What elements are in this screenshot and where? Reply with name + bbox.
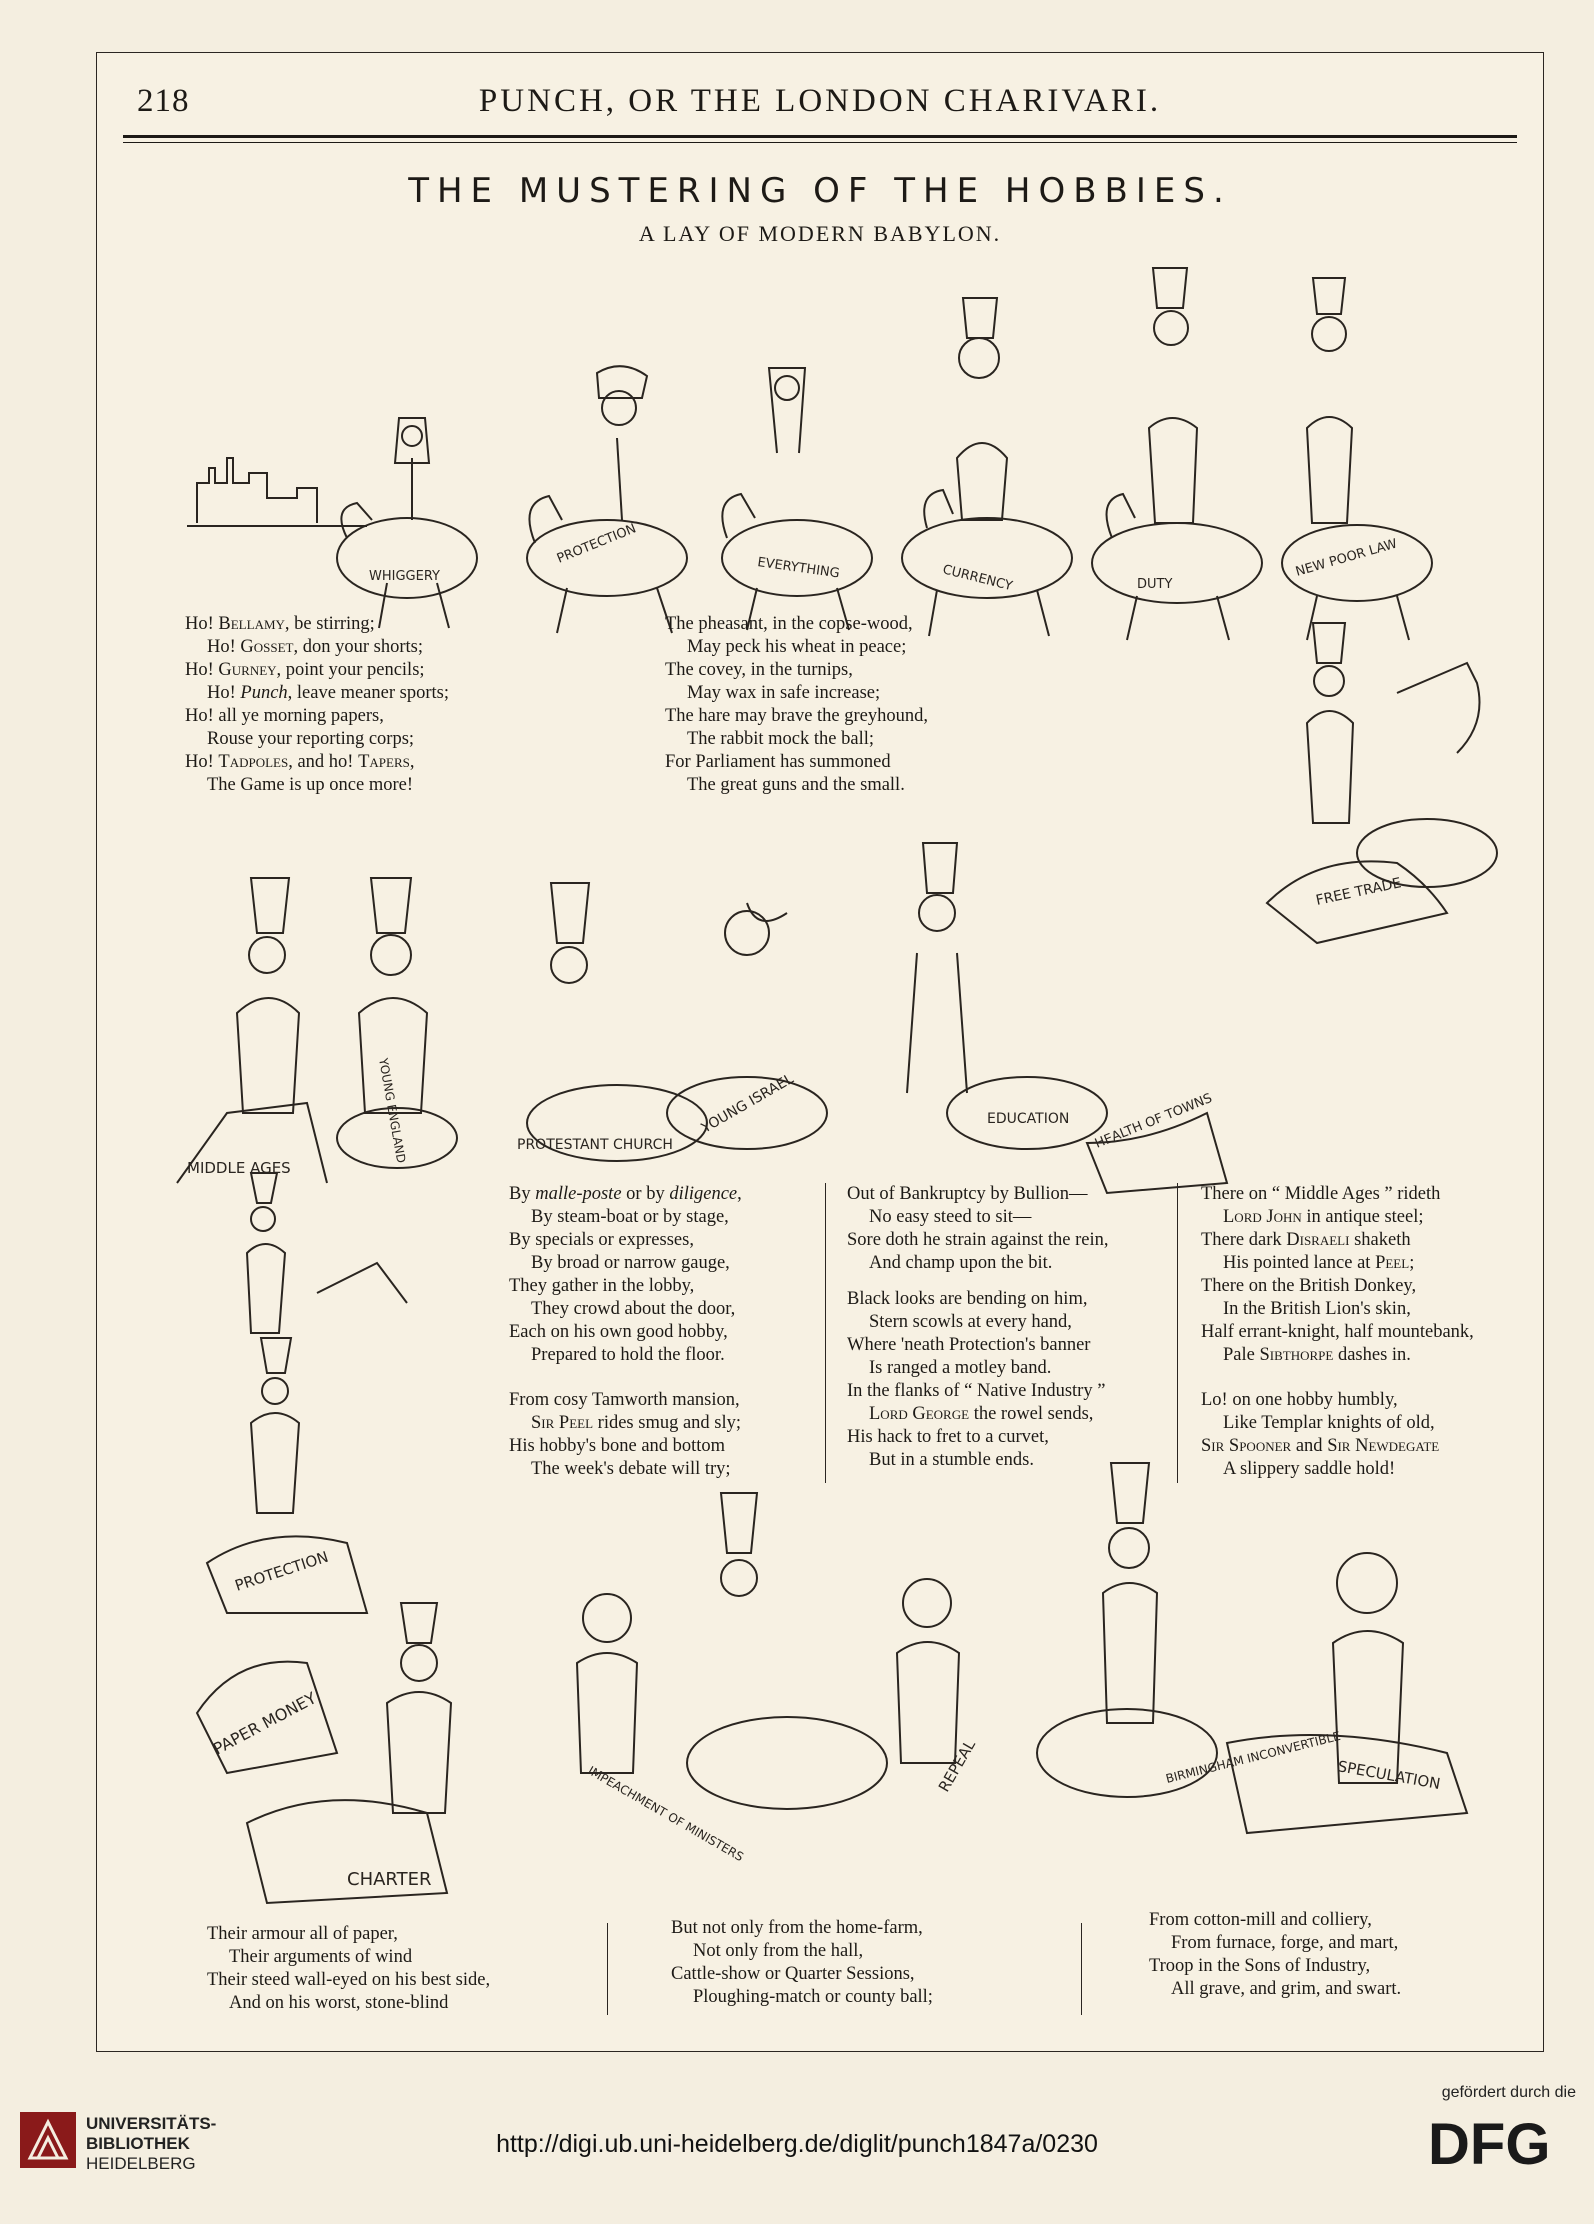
verse-text: The rabbit mock the ball; [687, 729, 874, 749]
verse-line [509, 1298, 742, 1321]
verse-text: And champ upon the bit. [869, 1253, 1053, 1273]
verse-line [1201, 1389, 1439, 1412]
proper-name: Sir Peel [531, 1413, 594, 1433]
funded-by-text: gefördert durch die [1441, 2084, 1576, 2101]
verse-line [509, 1389, 741, 1412]
label-young-england: YOUNG ENGLAND [376, 1057, 409, 1165]
verse-line [847, 1357, 1105, 1380]
verse-line [1201, 1206, 1474, 1229]
verse-text: A slippery saddle hold! [1223, 1459, 1396, 1479]
verse-line [509, 1344, 742, 1367]
verse-line [847, 1206, 1109, 1229]
verse-text: In the flanks of “ Native Industry ” [847, 1381, 1106, 1401]
verse-text: Is ranged a motley band. [869, 1358, 1052, 1378]
verse-text: Ho! [185, 614, 219, 634]
verse-line [1149, 1909, 1401, 1932]
verse-line [847, 1288, 1105, 1311]
verse-text: dashes in. [1333, 1345, 1411, 1365]
label-whiggery: WHIGGERY [369, 569, 440, 584]
column-rule [607, 1923, 608, 2015]
verse-text: All grave, and grim, and swart. [1171, 1979, 1402, 1999]
verse-text: Like Templar knights of old, [1223, 1413, 1435, 1433]
label-new-poor-law: NEW POOR LAW [1293, 536, 1400, 580]
verse-text: No easy steed to sit— [869, 1207, 1032, 1227]
verse-text: , point your pencils; [276, 660, 425, 680]
verse-line [1201, 1412, 1439, 1435]
verse-text: Ho! all ye morning papers, [185, 706, 384, 726]
verse-line [671, 1963, 933, 1986]
proper-name: Gosset [240, 637, 294, 657]
poem-subtitle: A LAY OF MODERN BABYLON. [638, 221, 1002, 246]
proper-name: Lord George [869, 1404, 970, 1424]
verse-text: And on his worst, stone-blind [229, 1993, 449, 2013]
verse-text: or by [621, 1184, 670, 1204]
verse-line [207, 1946, 490, 1969]
verse-line [185, 613, 449, 636]
header-rule-thick [123, 135, 1517, 138]
verse-text: There dark [1201, 1230, 1287, 1250]
verse-line [509, 1206, 742, 1229]
proper-name: Bellamy [218, 614, 285, 634]
proper-name: Tapers [358, 752, 410, 772]
verse-line [665, 751, 928, 774]
verse-line [509, 1252, 742, 1275]
verse-text: They crowd about the door, [531, 1299, 736, 1319]
verse-text: , and ho! [288, 752, 359, 772]
verse-line [1149, 1955, 1401, 1978]
verse-line [847, 1334, 1105, 1357]
proper-name: Lord John [1223, 1207, 1302, 1227]
journal-title: PUNCH, OR THE LONDON CHARIVARI. [478, 83, 1162, 119]
verse-line [665, 705, 928, 728]
verse-text: In the British Lion's skin, [1223, 1299, 1411, 1319]
column-rule [825, 1183, 826, 1483]
dfg-logo-text: DFG [1428, 2112, 1551, 2174]
italic-text: diligence [669, 1184, 738, 1204]
verse-text: Ho! [207, 683, 241, 703]
verse-line [1201, 1229, 1474, 1252]
italic-text: Punch [240, 683, 288, 703]
column-rule [1081, 1923, 1082, 2015]
verse-line [665, 728, 928, 751]
verse-line [207, 1923, 490, 1946]
verse-text: Their arguments of wind [229, 1947, 413, 1967]
verse-text: Prepared to hold the floor. [531, 1345, 725, 1365]
verse-text: Troop in the Sons of Industry, [1149, 1956, 1371, 1976]
verse-text: Out of Bankruptcy by Bullion— [847, 1184, 1088, 1204]
verse-line [185, 751, 449, 774]
proper-name: Peel [1375, 1253, 1410, 1273]
verse-line [185, 705, 449, 728]
verse-text: Where 'neath Protection's banner [847, 1335, 1091, 1355]
verse-line [1201, 1435, 1439, 1458]
verse-text: Ho! [207, 637, 241, 657]
verse-line [847, 1403, 1105, 1426]
verse-text: rides smug and sly; [593, 1413, 742, 1433]
verse-line [847, 1380, 1105, 1403]
label-repeal: REPEAL [934, 1736, 979, 1795]
verse-text: From cotton-mill and colliery, [1149, 1910, 1372, 1930]
label-impeachment-of-ministers: IMPEACHMENT OF MINISTERS [585, 1763, 746, 1865]
stanza [671, 1917, 933, 2009]
verse-text: in antique steel; [1301, 1207, 1424, 1227]
verse-text: Black looks are bending on him, [847, 1289, 1088, 1309]
verse-line [1201, 1252, 1474, 1275]
proper-name: Sir Newdegate [1327, 1436, 1440, 1456]
label-everything: EVERYTHING [756, 555, 841, 582]
verse-line [185, 659, 449, 682]
verse-text: , [737, 1184, 742, 1204]
stanza [847, 1288, 1105, 1472]
proper-name: Tadpoles [218, 752, 289, 772]
verse-text: His hack to fret to a curvet, [847, 1427, 1049, 1447]
column-rule [1177, 1183, 1178, 1483]
verse-line [509, 1229, 742, 1252]
verse-line [847, 1252, 1109, 1275]
stanza [185, 613, 449, 797]
verse-text: Sore doth he strain against the rein, [847, 1230, 1109, 1250]
verse-line [1149, 1932, 1401, 1955]
page-number: 218 [137, 83, 190, 119]
verse-line [207, 1969, 490, 1992]
label-free-trade: FREE TRADE [1314, 875, 1403, 909]
stanza [207, 1923, 490, 2015]
verse-line [185, 682, 449, 705]
verse-line [185, 728, 449, 751]
label-paper-money: PAPER MONEY [209, 1688, 320, 1759]
verse-text: Pale [1223, 1345, 1260, 1365]
verse-line [671, 1986, 933, 2009]
proper-name: Gurney [218, 660, 277, 680]
stanza [847, 1183, 1109, 1275]
verse-text: Half errant-knight, half mountebank, [1201, 1322, 1474, 1342]
label-protection-left: PROTECTION [232, 1547, 331, 1595]
verse-text: The week's debate will try; [531, 1459, 731, 1479]
digitization-footer [0, 2070, 1594, 2224]
stanza [509, 1183, 742, 1367]
verse-line [847, 1311, 1105, 1334]
free-trade-banner [1247, 813, 1477, 953]
source-url-link[interactable]: http://digi.ub.uni-heidelberg.de/diglit/punch1847a/0230 [496, 2130, 1098, 2158]
verse-line [509, 1321, 742, 1344]
verse-text: There on the British Donkey, [1201, 1276, 1417, 1296]
verse-line [509, 1183, 742, 1206]
proper-name: Disraeli [1286, 1230, 1350, 1250]
stanza [665, 613, 928, 797]
verse-text: The hare may brave the greyhound, [665, 706, 929, 726]
library-name-line: BIBLIOTHEK [86, 2134, 190, 2153]
label-charter: CHARTER [347, 1869, 432, 1890]
verse-text: May wax in safe increase; [687, 683, 881, 703]
stanza [1201, 1183, 1474, 1367]
verse-text: But not only from the home-farm, [671, 1918, 923, 1938]
label-speculation: SPECULATION [1336, 1757, 1442, 1793]
verse-line [847, 1426, 1105, 1449]
verse-line [207, 1992, 490, 2015]
dfg-logo-icon [1428, 2110, 1578, 2174]
stanza [509, 1389, 741, 1481]
label-birmingham-inconvertible: BIRMINGHAM INCONVERTIBLE [1164, 1728, 1343, 1786]
header-rule-thin [123, 142, 1517, 143]
verse-line [671, 1940, 933, 1963]
verse-line [509, 1412, 741, 1435]
verse-text: shaketh [1349, 1230, 1411, 1250]
label-health-of-towns: HEALTH OF TOWNS [1092, 1090, 1215, 1152]
verse-text: the rowel sends, [969, 1404, 1094, 1424]
verse-line [1201, 1458, 1439, 1481]
verse-line [847, 1229, 1109, 1252]
verse-text: His pointed lance at [1223, 1253, 1376, 1273]
poem-title: THE MUSTERING OF THE HOBBIES. [408, 171, 1232, 211]
verse-line [665, 682, 928, 705]
label-protestant-church: PROTESTANT CHURCH [517, 1137, 673, 1153]
verse-text: , [409, 752, 415, 772]
proper-name: Sir Spooner [1201, 1436, 1292, 1456]
verse-line [1201, 1321, 1474, 1344]
verse-text: Stern scowls at every hand, [869, 1312, 1072, 1332]
verse-line [185, 774, 449, 797]
running-head [137, 81, 1503, 131]
verse-text: By specials or expresses, [509, 1230, 694, 1250]
verse-text: , don your shorts; [293, 637, 423, 657]
verse-text: , leave meaner sports; [287, 683, 449, 703]
verse-text: Ho! [185, 752, 219, 772]
verse-text: Rouse your reporting corps; [207, 729, 415, 749]
top-cartoon-procession [157, 258, 1487, 658]
verse-line [1201, 1183, 1474, 1206]
verse-text: May peck his wheat in peace; [687, 637, 907, 657]
verse-text: Each on his own good hobby, [509, 1322, 728, 1342]
verse-text: Ploughing-match or county ball; [693, 1987, 933, 2007]
library-name-line: HEIDELBERG [86, 2154, 196, 2173]
verse-text: For Parliament has summoned [665, 752, 891, 772]
verse-line [665, 613, 928, 636]
verse-text: Ho! [185, 660, 219, 680]
verse-text: Not only from the hall, [693, 1941, 864, 1961]
label-middle-ages: MIDDLE AGES [187, 1159, 291, 1177]
verse-text: From cosy Tamworth mansion, [509, 1390, 740, 1410]
stanza [1149, 1909, 1401, 2001]
verse-text: The Game is up once more! [207, 775, 413, 795]
verse-line [509, 1275, 742, 1298]
italic-text: malle-poste [535, 1184, 622, 1204]
verse-line [847, 1183, 1109, 1206]
verse-text: They gather in the lobby, [509, 1276, 695, 1296]
verse-text: His hobby's bone and bottom [509, 1436, 726, 1456]
verse-text: By broad or narrow gauge, [531, 1253, 730, 1273]
verse-text: By steam-boat or by stage, [531, 1207, 729, 1227]
label-currency: CURRENCY [941, 562, 1014, 595]
verse-line [665, 774, 928, 797]
label-duty: DUTY [1137, 577, 1173, 592]
verse-text: and [1291, 1436, 1328, 1456]
bottom-cartoon-procession [167, 1453, 1507, 1953]
stanza [1201, 1389, 1439, 1481]
verse-line [185, 636, 449, 659]
verse-text: Their armour all of paper, [207, 1924, 398, 1944]
verse-text: The pheasant, in the copse-wood, [665, 614, 913, 634]
library-name-line: UNIVERSITÄTS- [86, 2114, 217, 2133]
verse-text: ; [1409, 1253, 1415, 1273]
verse-line [665, 636, 928, 659]
verse-text: There on “ Middle Ages ” rideth [1201, 1184, 1441, 1204]
verse-line [1201, 1275, 1474, 1298]
verse-text: Their steed wall-eyed on his best side, [207, 1970, 491, 1990]
verse-text: But in a stumble ends. [869, 1450, 1034, 1470]
verse-text: By [509, 1184, 536, 1204]
verse-text: , be stirring; [284, 614, 375, 634]
label-education: EDUCATION [987, 1111, 1070, 1127]
verse-text: From furnace, forge, and mart, [1171, 1933, 1399, 1953]
label-protection: PROTECTION [554, 521, 639, 567]
verse-text: Cattle-show or Quarter Sessions, [671, 1964, 915, 1984]
verse-text: Lo! on one hobby humbly, [1201, 1390, 1398, 1410]
verse-line [1201, 1298, 1474, 1321]
verse-line [847, 1449, 1105, 1472]
proper-name: Sibthorpe [1259, 1345, 1334, 1365]
printed-page [96, 52, 1544, 2052]
verse-line [665, 659, 928, 682]
verse-text: The great guns and the small. [687, 775, 905, 795]
verse-line [671, 1917, 933, 1940]
label-young-israel: YOUNG ISRAEL [699, 1070, 797, 1137]
verse-line [509, 1458, 741, 1481]
verse-line [1201, 1344, 1474, 1367]
verse-text: The covey, in the turnips, [665, 660, 853, 680]
verse-line [1149, 1978, 1401, 2001]
verse-line [509, 1435, 741, 1458]
